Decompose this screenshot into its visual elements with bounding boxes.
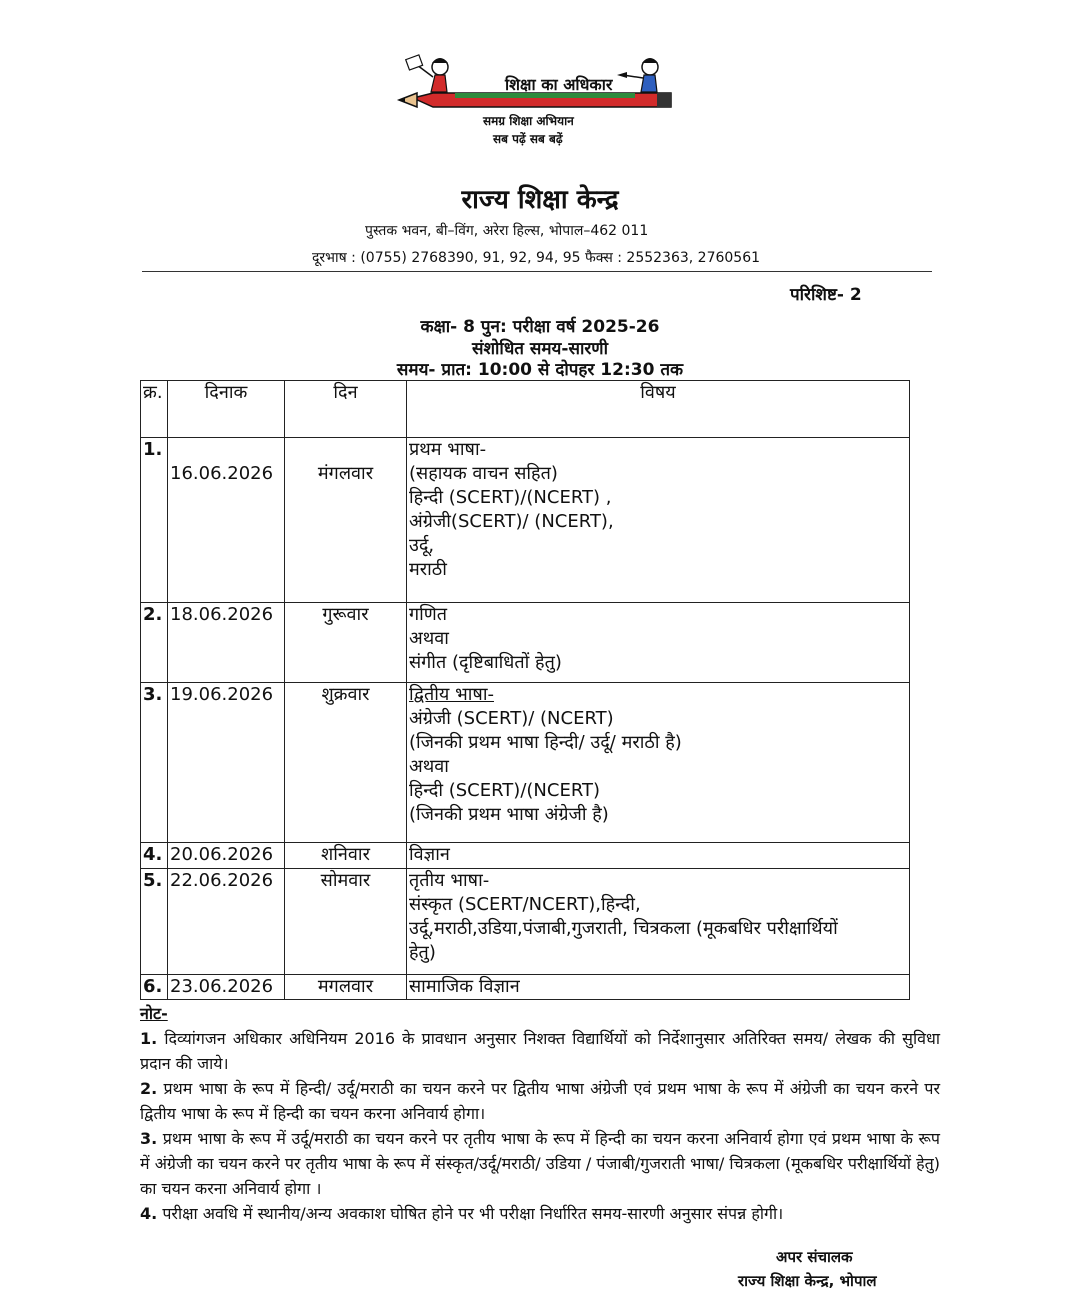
- exam-timing: समय- प्रात: 10:00 से दोपहर 12:30 तक: [396, 360, 684, 380]
- organization-address: पुस्तक भवन, बी–विंग, अरेरा हिल्स, भोपाल–462 011: [365, 223, 649, 239]
- signatory-designation: अपर संचालक: [776, 1248, 853, 1266]
- subject-line: गणित: [409, 604, 448, 625]
- subject-line: तृतीय भाषा-: [409, 870, 490, 891]
- row-date: 19.06.2026: [168, 683, 285, 843]
- row-day: सोमवार: [285, 869, 407, 975]
- appendix-label: परिशिष्ट- 2: [790, 285, 862, 305]
- note-number: 3.: [140, 1129, 158, 1148]
- row-serial: 1.: [141, 438, 168, 603]
- logo-subtitle: समग्र शिक्षा अभियान: [483, 114, 574, 128]
- row-day: मंगलवार: [285, 438, 407, 603]
- header-date: दिनाक: [168, 381, 285, 438]
- note-item: [140, 1076, 940, 1126]
- notes-section: [140, 1001, 940, 1226]
- header-serial: क्र.: [141, 381, 168, 438]
- logo: [395, 45, 680, 155]
- row-subject: [407, 603, 910, 683]
- subject-line: द्वितीय भाषा-: [409, 684, 494, 705]
- header-day: दिन: [285, 381, 407, 438]
- row-day: गुरूवार: [285, 603, 407, 683]
- subject-line: हिन्दी (SCERT)/(NCERT) ,: [409, 487, 612, 508]
- subject-line: संस्कृत (SCERT/NCERT),हिन्दी,: [409, 894, 641, 915]
- row-date: 16.06.2026: [168, 438, 285, 603]
- row-day: शनिवार: [285, 843, 407, 869]
- subject-line: अथवा: [409, 628, 449, 649]
- subject-line: हेतु): [409, 942, 436, 963]
- subject-line: (जिनकी प्रथम भाषा हिन्दी/ उर्दू/ मराठी है): [409, 732, 682, 753]
- exam-title: कक्षा- 8 पुन: परीक्षा वर्ष 2025-26: [420, 317, 660, 337]
- note-text: प्रथम भाषा के रूप में उर्दू/मराठी का चयन करने पर तृतीय भाषा के रूप में हिन्दी का चयन करना अनिवार्य होगा एवं प्रथम भाषा के रूप में अंग्रेजी का चयन करने पर तृतीय भाषा के रूप में संस्कृत/उर्दू/मराठी/ उडिया / पंजाबी/गुजराती भाषा/ चित्रकला (मूकबधिर परीक्षार्थियों हेतु) का चयन करना अनिवार्य होगा ।: [140, 1129, 940, 1198]
- row-day: मगलवार: [285, 975, 407, 1000]
- row-subject: [407, 438, 910, 603]
- row-day: शुक्रवार: [285, 683, 407, 843]
- note-text: परीक्षा अवधि में स्थानीय/अन्य अवकाश घोषित होने पर भी परीक्षा निर्धारित समय-सारणी अनुसार संपन्न होगी।: [162, 1204, 784, 1223]
- subject-line: (सहायक वाचन सहित): [409, 463, 558, 484]
- subject-line: मराठी: [409, 559, 447, 580]
- subject-line: उर्दू,मराठी,उडिया,पंजाबी,गुजराती, चित्रकला (मूकबधिर परीक्षार्थियों: [409, 918, 838, 939]
- table-header-row: [141, 381, 910, 438]
- table-row: [141, 683, 910, 843]
- note-text: दिव्यांगजन अधिकार अधिनियम 2016 के प्रावधान अनुसार निशक्त विद्यार्थियों को निर्देशानुसार अतिरिक्त समय/ लेखक की सुविधा प्रदान की जाये।: [140, 1029, 940, 1073]
- table-row: [141, 843, 910, 869]
- note-item: [140, 1201, 940, 1226]
- row-serial: 3.: [141, 683, 168, 843]
- row-serial: 6.: [141, 975, 168, 1000]
- note-item: [140, 1026, 940, 1076]
- row-subject: [407, 975, 910, 1000]
- header-divider: [142, 271, 932, 272]
- row-serial: 5.: [141, 869, 168, 975]
- subject-line: अंग्रेजी(SCERT)/ (NCERT),: [409, 511, 614, 532]
- subject-line: (जिनकी प्रथम भाषा अंग्रेजी है): [409, 804, 609, 825]
- subject-line: अथवा: [409, 756, 449, 777]
- row-date: 20.06.2026: [168, 843, 285, 869]
- row-subject: [407, 869, 910, 975]
- row-subject: [407, 843, 910, 869]
- table-row: [141, 603, 910, 683]
- note-number: 2.: [140, 1079, 158, 1098]
- subject-line: हिन्दी (SCERT)/(NCERT): [409, 780, 601, 801]
- logo-tagline: सब पढ़ें सब बढ़ें: [493, 132, 563, 146]
- row-subject: [407, 683, 910, 843]
- row-serial: 2.: [141, 603, 168, 683]
- exam-subtitle: संशोधित समय-सारणी: [471, 339, 609, 359]
- row-date: 18.06.2026: [168, 603, 285, 683]
- schedule-table: [140, 380, 910, 1000]
- row-serial: 4.: [141, 843, 168, 869]
- organization-name: राज्य शिक्षा केन्द्र: [461, 185, 619, 215]
- organization-phone: दूरभाष : (0755) 2768390, 91, 92, 94, 95 फैक्स : 2552363, 2760561: [312, 250, 761, 266]
- subject-line: सामाजिक विज्ञान: [409, 976, 520, 997]
- logo-title: शिक्षा का अधिकार: [505, 75, 613, 94]
- row-date: 22.06.2026: [168, 869, 285, 975]
- subject-line: संगीत (दृष्टिबाधितों हेतु): [409, 652, 562, 673]
- row-date: 23.06.2026: [168, 975, 285, 1000]
- notes-heading: नोट-: [140, 1004, 168, 1023]
- note-number: 1.: [140, 1029, 158, 1048]
- subject-line: प्रथम भाषा-: [409, 439, 487, 460]
- signatory-office: राज्य शिक्षा केन्द्र, भोपाल: [738, 1272, 877, 1290]
- subject-line: अंग्रेजी (SCERT)/ (NCERT): [409, 708, 614, 729]
- note-item: [140, 1126, 940, 1201]
- subject-line: विज्ञान: [409, 844, 450, 865]
- header-subject: विषय: [407, 381, 910, 438]
- subject-line: उर्दू,: [409, 535, 435, 556]
- note-text: प्रथम भाषा के रूप में हिन्दी/ उर्दू/मराठी का चयन करने पर द्वितीय भाषा अंग्रेजी एवं प्रथम भाषा के रूप में अंग्रेजी का चयन करने पर द्वितीय भाषा के रूप में हिन्दी का चयन करना अनिवार्य होगा।: [140, 1079, 940, 1123]
- table-row: [141, 438, 910, 603]
- table-row: [141, 975, 910, 1000]
- note-number: 4.: [140, 1204, 158, 1223]
- table-row: [141, 869, 910, 975]
